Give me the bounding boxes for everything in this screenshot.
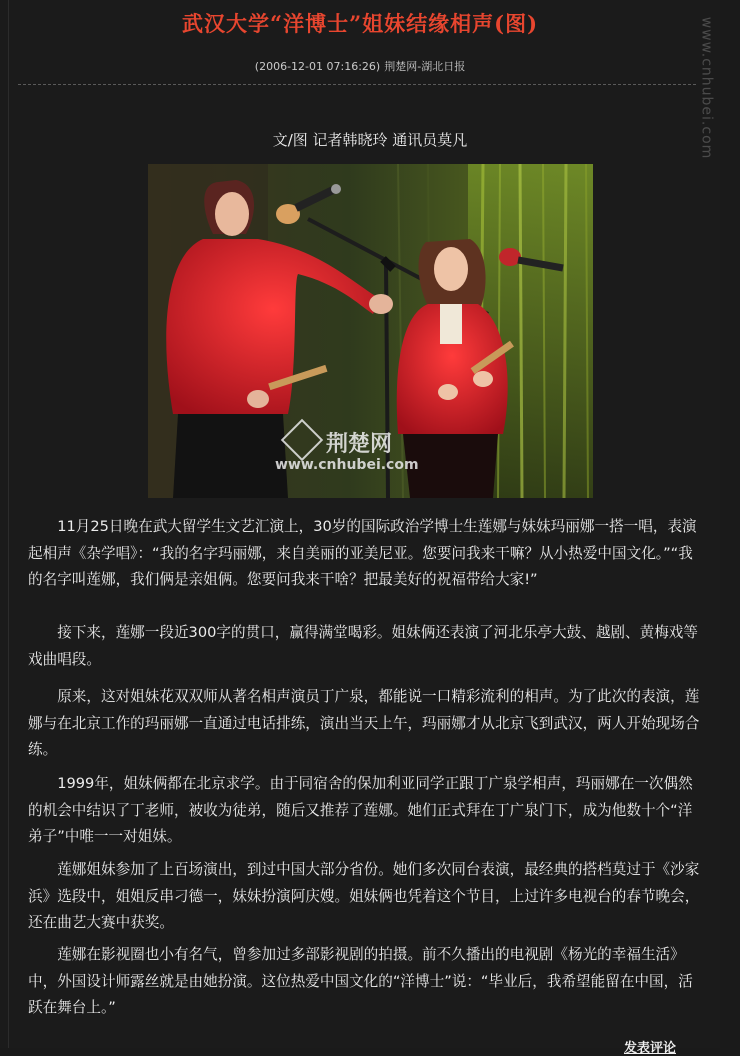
paragraph-3: 原来，这对姐妹花双双师从著名相声演员丁广泉，都能说一口精彩流利的相声。为了此次的表演，莲娜与在北京工作的玛丽娜一直通过电话排练，演出当天上午，玛丽娜才从北京飞到武汉，两人开始现场合练。 (28, 688, 700, 758)
article-byline: 文/图 记者韩晓玲 通讯员莫凡 (272, 131, 468, 149)
photo-illustration (148, 164, 593, 498)
paragraph-5: 莲娜姐妹参加了上百场演出，到过中国大部分省份。她们多次同台表演，最经典的搭档莫过于《沙家浜》选段中，姐姐反串刁德一，妹妹扮演阿庆嫂。姐妹俩也凭着这个节目，上过许多电视台的春节晚会，还在曲艺大赛中获奖。 (28, 861, 700, 931)
post-comment-link[interactable]: 发表评论 (623, 1041, 676, 1056)
side-watermark: www.cnhubei.com (698, 16, 715, 160)
title-divider (18, 84, 696, 85)
article-title: 武汉大学“洋博士”姐妹结缘相声(图) (181, 11, 539, 36)
photo-watermark: www.cnhubei.com (275, 457, 419, 473)
article-meta (0, 58, 720, 74)
article-source: 荆楚网-湖北日报 (384, 60, 466, 73)
paragraph-6: 莲娜在影视圈也小有名气，曾参加过多部影视剧的拍摄。前不久播出的电视剧《杨光的幸福生活》中，外国设计师露丝就是由她扮演。这位热爱中国文化的“洋博士”说：“毕业后，我希望能留在中国，活跃在舞台上。” (28, 946, 693, 1016)
paragraph-2: 接下来，莲娜一段近300字的贯口，赢得满堂喝彩。姐妹俩还表演了河北乐亭大鼓、越剧、黄梅戏等戏曲唱段。 (28, 624, 698, 668)
paragraph-4: 1999年，姐妹俩都在北京求学。由于同宿舍的保加利亚同学正跟丁广泉学相声，玛丽娜在一次偶然的机会中结识了丁老师，被收为徒弟，随后又推荐了莲娜。她们正式拜在丁广泉门下，成为他数十个“洋弟子”中唯一一对姐妹。 (28, 775, 693, 845)
watermark-logo-text: 荆楚网 (326, 431, 393, 457)
page-border (8, 0, 9, 1048)
paragraph-1: 11月25日晚在武大留学生文艺汇演上，30岁的国际政治学博士生莲娜与妹妹玛丽娜一搭一唱，表演起相声《杂学唱》：“我的名字玛丽娜，来自美丽的亚美尼亚。您要问我来干嘛？从小热爱中国文化。”“我的名字叫莲娜，我们俩是亲姐俩。您要问我来干啥？把最美好的祝福带给大家!” (28, 518, 697, 588)
article-photo (148, 164, 593, 498)
article-timestamp: (2006-12-01 07:16:26) (254, 60, 381, 73)
